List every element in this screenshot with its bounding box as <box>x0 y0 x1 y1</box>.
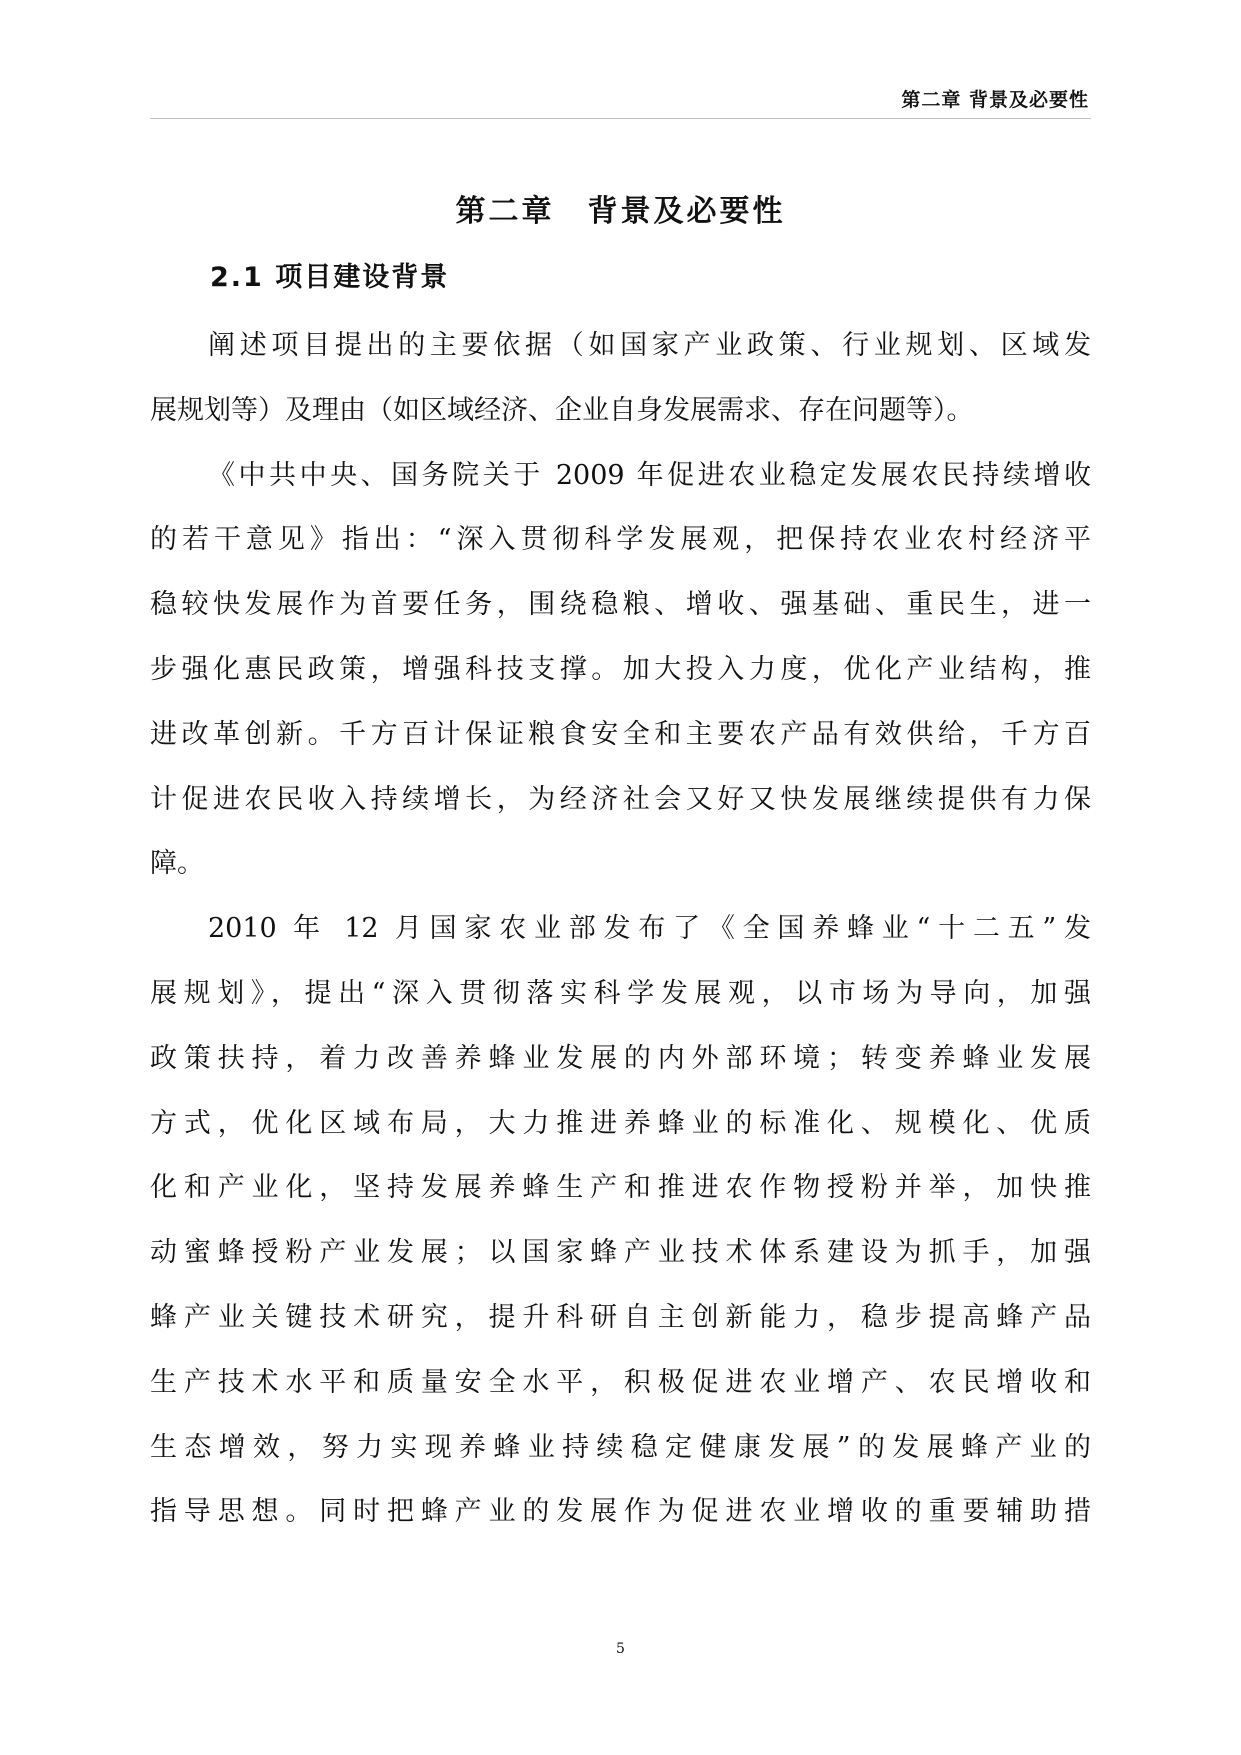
page-number: 5 <box>616 1641 625 1657</box>
chapter-title: 第二章 背景及必要性 <box>455 194 786 229</box>
document-body <box>150 314 1091 1545</box>
paragraph-3-line: 2010 年 12 月国家农业部发布了《全国养蜂业“十二五”发 <box>208 913 1091 945</box>
paragraph-2-line: 步强化惠民政策，增强科技支撑。加大投入力度，优化产业结构，推 <box>150 653 1091 685</box>
paragraph-2-line: 《中共中央、国务院关于 2009 年促进农业稳定发展农民持续增收 <box>208 459 1091 491</box>
paragraph-2-line: 计促进农民收入持续增长，为经济社会又好又快发展继续提供有力保 <box>150 783 1091 815</box>
paragraph-2-line: 的若干意见》指出：“深入贯彻科学发展观，把保持农业农村经济平 <box>150 524 1091 556</box>
paragraph-2-line: 障。 <box>150 848 204 880</box>
paragraph-1-line: 阐述项目提出的主要依据（如国家产业政策、行业规划、区域发 <box>208 330 1091 361</box>
paragraph-3-line: 生产技术水平和质量安全水平，积极促进农业增产、农民增收和 <box>150 1366 1091 1398</box>
paragraph-3-line: 动蜜蜂授粉产业发展；以国家蜂产业技术体系建设为抓手，加强 <box>150 1237 1091 1269</box>
running-header: 第二章 背景及必要性 <box>901 89 1089 111</box>
paragraph-3-line: 化和产业化，坚持发展养蜂生产和推进农作物授粉并举，加快推 <box>150 1172 1091 1204</box>
paragraph-1-line: 展规划等）及理由（如区域经济、企业自身发展需求、存在问题等）。 <box>150 394 974 426</box>
paragraph-3-line: 指导思想。同时把蜂产业的发展作为促进农业增收的重要辅助措 <box>150 1496 1091 1528</box>
paragraph-3-line: 方式，优化区域布局，大力推进养蜂业的标准化、规模化、优质 <box>150 1107 1091 1139</box>
paragraph-3-line: 展规划》，提出“深入贯彻落实科学发展观，以市场为导向，加强 <box>150 977 1091 1009</box>
paragraph-3-line: 生态增效，努力实现养蜂业持续稳定健康发展”的发展蜂产业的 <box>150 1431 1091 1463</box>
section-title: 2.1 项目建设背景 <box>210 262 450 293</box>
paragraph-2-line: 进改革创新。千方百计保证粮食安全和主要农产品有效供给，千方百 <box>150 718 1091 750</box>
header-rule <box>150 118 1091 119</box>
paragraph-3-line: 政策扶持，着力改善养蜂业发展的内外部环境；转变养蜂业发展 <box>150 1042 1091 1074</box>
paragraph-2-line: 稳较快发展作为首要任务，围绕稳粮、增收、强基础、重民生，进一 <box>150 589 1091 621</box>
paragraph-3-line: 蜂产业关键技术研究，提升科研自主创新能力，稳步提高蜂产品 <box>150 1301 1091 1333</box>
